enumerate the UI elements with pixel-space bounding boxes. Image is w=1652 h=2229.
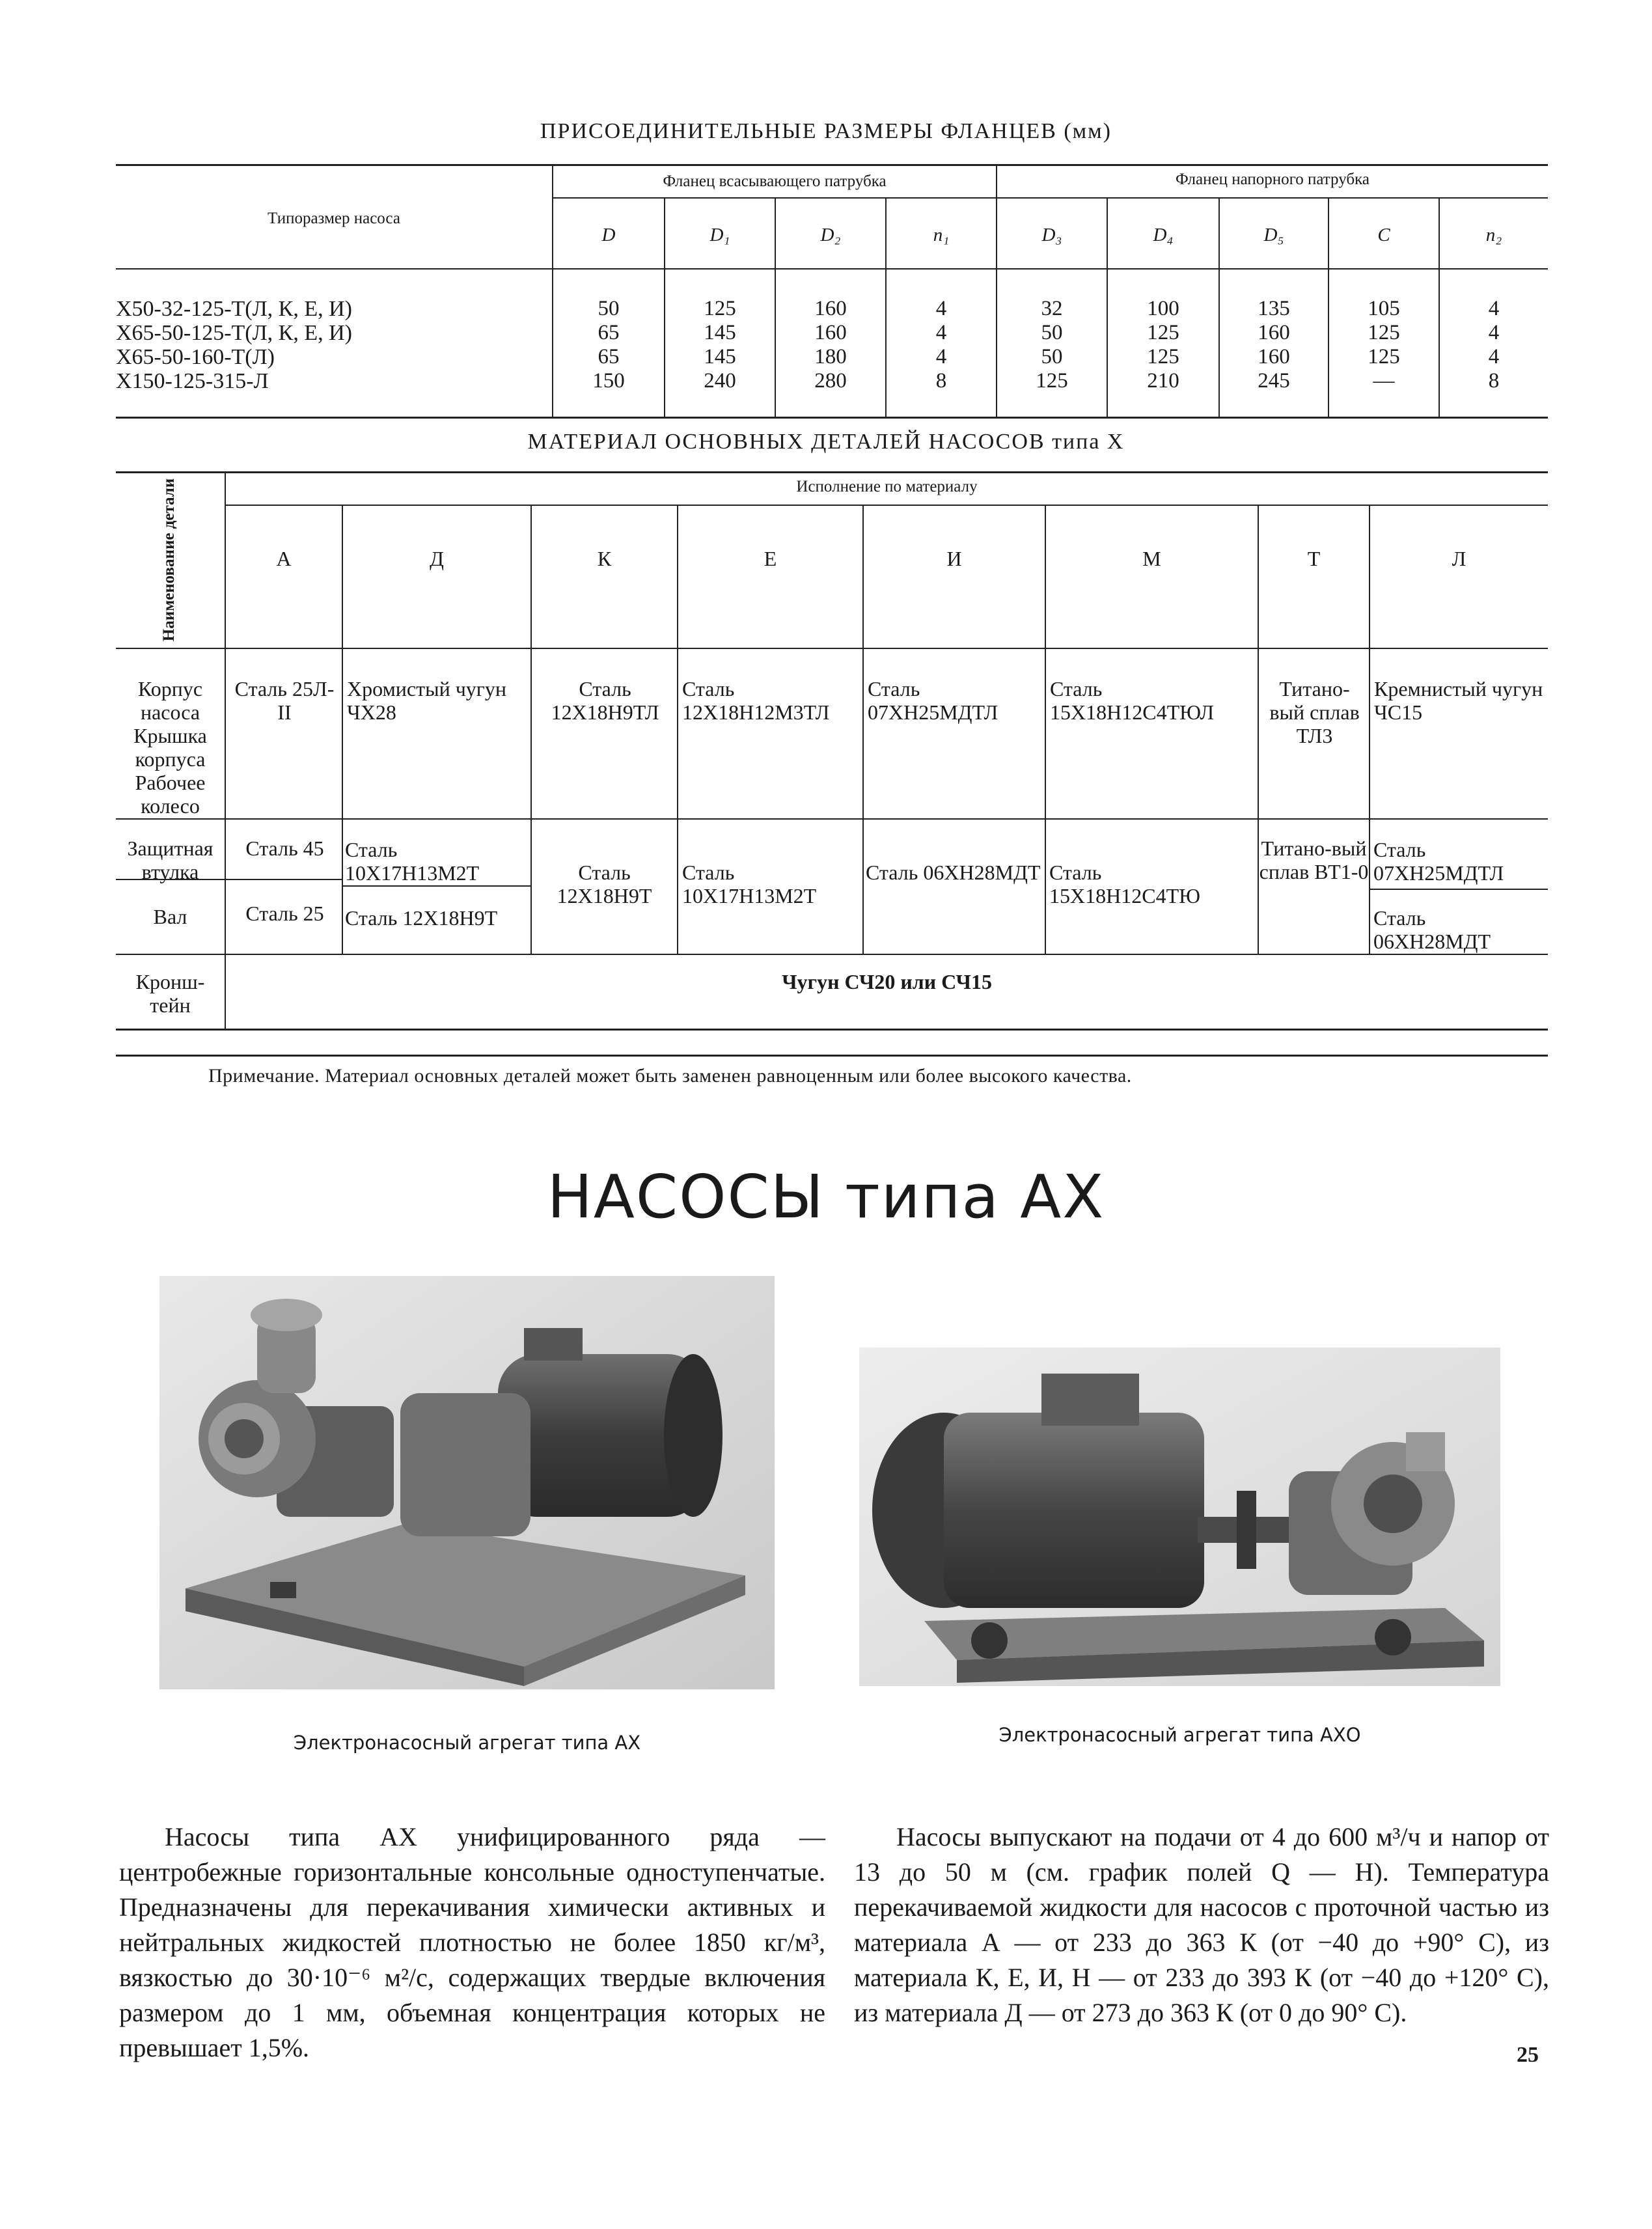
- table-rule: [1370, 889, 1548, 890]
- table-rule: [862, 506, 864, 954]
- flange-value: 4: [935, 345, 947, 368]
- right-photo-caption: Электронасосный агрегат типа АХО: [998, 1724, 1361, 1746]
- material-cell: Сталь 06ХН28МДТ: [1373, 906, 1491, 953]
- flange-value: 8: [1488, 369, 1500, 393]
- material-cell: Сталь 07ХН25МДТЛ: [1373, 838, 1504, 885]
- material-variant-header: Л: [1452, 547, 1466, 570]
- section-title: НАСОСЫ типа АХ: [547, 1162, 1105, 1232]
- material-cell: Титано-вый сплав ТЛ3: [1269, 677, 1360, 747]
- flange-value: 125: [1368, 321, 1400, 344]
- table-rule: [1258, 506, 1259, 954]
- execution-header: Исполнение по материалу: [796, 478, 978, 495]
- table-rule: [116, 954, 1548, 955]
- flange-value: 4: [1488, 345, 1500, 368]
- flange-value-column: [1108, 297, 1218, 393]
- material-cell: Сталь 10Х17Н13М2Т: [682, 861, 817, 907]
- table-rule: [116, 268, 1548, 270]
- flange-value: 135: [1258, 297, 1290, 320]
- flange-value: 4: [935, 321, 947, 344]
- material-variant-header: И: [946, 547, 962, 570]
- part-name-header: Наименование детали: [160, 478, 178, 642]
- material-cell: Сталь 12Х18Н9Т: [557, 861, 652, 907]
- material-cell: Сталь 12Х18Н9ТЛ: [551, 677, 659, 724]
- table-rule: [342, 506, 343, 954]
- table-note: Примечание. Материал основных деталей может быть заменен равноценным или более высокого качества.: [208, 1065, 1132, 1087]
- material-cell: Сталь 12Х18Н12М3ТЛ: [682, 677, 830, 724]
- flange-value: 160: [814, 297, 847, 320]
- flange-value-column: [1329, 297, 1439, 393]
- flange-value: 50: [1041, 321, 1063, 344]
- part-housing: Корпус насоса Крышка корпуса Рабочее колесо: [133, 677, 207, 818]
- flange-value: 280: [814, 369, 847, 393]
- discharge-flange-header: Фланец напорного патрубка: [1176, 171, 1370, 188]
- flange-value-column: [887, 297, 996, 393]
- material-cell: Сталь 45: [245, 837, 324, 860]
- flange-value: 160: [1258, 321, 1290, 344]
- flange-value: 160: [1258, 345, 1290, 368]
- flange-value: 50: [598, 297, 620, 320]
- material-variant-header: А: [276, 547, 292, 570]
- material-cell: Сталь 07ХН25МДТЛ: [868, 677, 998, 724]
- left-paragraph: Насосы типа АХ унифицированного ряда — центробежные горизонтальные консольные одноступенчатые. Предназначены для перекачивания химически активных и нейтральных жидкостей плотностью не более 1850 кг/м³, вязкостью до 30·10⁻⁶ м²/с, содержащих твердые включения размером до 1 мм, объемная концентрация которых не превышает 1,5%.: [119, 1822, 825, 2062]
- material-cell: Хромистый чугун ЧХ28: [347, 677, 507, 724]
- page-number: 25: [1517, 2043, 1539, 2067]
- flange-value: 125: [1147, 321, 1179, 344]
- flange-value: 8: [935, 369, 947, 393]
- flange-value-column: [553, 297, 664, 393]
- table-rule: [116, 1055, 1548, 1057]
- flange-value: 50: [1041, 345, 1063, 368]
- flange-value-column: [1440, 297, 1548, 393]
- material-cell: Сталь 15Х18Н12С4ТЮ: [1049, 861, 1200, 907]
- flange-value: —: [1373, 369, 1395, 393]
- table-rule: [342, 885, 530, 887]
- part-shaft: Вал: [153, 905, 187, 928]
- right-paragraph: Насосы выпускают на подачи от 4 до 600 м³/ч и напор от 13 до 50 м (см. график полей Q — H). Температура перекачиваемой жидкости для насосов с проточной частью из материала А — от 233 до 363 К (от −40 до +90° С), из материала К, Е, И, Н — от 233 до 393 К (от −40 до +120° С), из материала Д — от 273 до 363 К (от 0 до 90° С).: [854, 1822, 1549, 2027]
- material-cell: Сталь 25Л-II: [234, 677, 335, 724]
- pump-size-header: Типоразмер насоса: [268, 210, 400, 227]
- flange-value: 210: [1147, 369, 1179, 393]
- part-bracket: Кронш-тейн: [135, 970, 205, 1017]
- flange-value: 125: [1147, 345, 1179, 368]
- pump-size-list: [116, 297, 352, 393]
- flange-col-header: D₁: [709, 225, 730, 245]
- material-cell: Сталь 15Х18Н12С4ТЮЛ: [1050, 677, 1215, 724]
- left-photo-caption: Электронасосный агрегат типа АХ: [293, 1732, 641, 1754]
- flange-value: 160: [814, 321, 847, 344]
- ax-pump-photo: [159, 1276, 775, 1689]
- table-rule: [231, 879, 342, 880]
- table-rule: [116, 164, 1548, 166]
- flange-value: 65: [598, 345, 620, 368]
- material-variant-header: М: [1142, 547, 1161, 570]
- flange-value: 4: [935, 297, 947, 320]
- material-cell: Титано-вый сплав ВТ1-0: [1259, 837, 1369, 883]
- table-rule: [1369, 506, 1370, 954]
- suction-flange-header: Фланец всасывающего патрубка: [663, 173, 887, 190]
- table-rule: [552, 197, 1548, 199]
- flange-value: 32: [1041, 297, 1063, 320]
- table-rule: [116, 471, 1548, 473]
- flange-value-column: [1220, 297, 1328, 393]
- part-sleeve: Защитная втулка: [127, 837, 213, 883]
- material-cell: Сталь 25: [245, 902, 324, 925]
- material-cell: Сталь 12Х18Н9Т: [345, 906, 498, 930]
- flange-value: 125: [704, 297, 736, 320]
- table-rule: [1045, 506, 1046, 954]
- flange-value-column: [776, 297, 885, 393]
- table-rule: [116, 417, 1548, 419]
- flange-value-column: [997, 297, 1107, 393]
- material-table-title: МАТЕРИАЛ ОСНОВНЫХ ДЕТАЛЕЙ НАСОСОВ типа Х: [527, 430, 1125, 454]
- flange-value: 65: [598, 321, 620, 344]
- table-rule: [116, 1029, 1548, 1031]
- table-rule: [225, 505, 1548, 506]
- pump-size: Х50-32-125-Т(Л, К, Е, И): [116, 297, 352, 321]
- pump-size: Х65-50-125-Т(Л, К, Е, И): [116, 321, 352, 345]
- material-variant-header: Д: [430, 547, 444, 570]
- flange-col-header: D₅: [1263, 225, 1284, 245]
- flange-value: 4: [1488, 297, 1500, 320]
- flange-table-title: ПРИСОЕДИНИТЕЛЬНЫЕ РАЗМЕРЫ ФЛАНЦЕВ (мм): [540, 119, 1112, 143]
- material-cell: Кремнистый чугун ЧС15: [1374, 677, 1543, 724]
- material-variant-header: К: [597, 547, 612, 570]
- material-variant-header: Т: [1307, 547, 1321, 570]
- flange-col-header: C: [1377, 225, 1390, 245]
- flange-value: 4: [1488, 321, 1500, 344]
- flange-col-header: D₃: [1041, 225, 1062, 245]
- axo-pump-photo: [859, 1348, 1500, 1686]
- flange-value: 240: [704, 369, 736, 393]
- table-rule: [116, 648, 1548, 649]
- flange-col-header: n₁: [933, 225, 950, 245]
- flange-value: 125: [1036, 369, 1068, 393]
- table-rule: [116, 818, 1548, 820]
- flange-col-header: D₂: [820, 225, 841, 245]
- material-variant-header: Е: [764, 547, 777, 570]
- material-cell: Сталь 10Х17Н13М2Т: [345, 838, 480, 885]
- pump-size: Х65-50-160-Т(Л): [116, 345, 275, 369]
- flange-col-header: n₂: [1485, 225, 1502, 245]
- flange-value: 145: [704, 345, 736, 368]
- pump-size: Х150-125-315-Л: [116, 369, 269, 393]
- flange-value: 145: [704, 321, 736, 344]
- flange-value: 100: [1147, 297, 1179, 320]
- flange-col-header: D₄: [1153, 225, 1174, 245]
- material-cell: Сталь 06ХН28МДТ: [866, 861, 1041, 884]
- flange-value: 125: [1368, 345, 1400, 368]
- flange-value: 150: [592, 369, 625, 393]
- flange-col-header: D: [601, 225, 616, 245]
- table-rule: [677, 506, 678, 954]
- flange-value: 180: [814, 345, 847, 368]
- flange-value-column: [665, 297, 775, 393]
- flange-value: 105: [1368, 297, 1400, 320]
- flange-value: 245: [1258, 369, 1290, 393]
- bracket-material: Чугун СЧ20 или СЧ15: [782, 970, 992, 993]
